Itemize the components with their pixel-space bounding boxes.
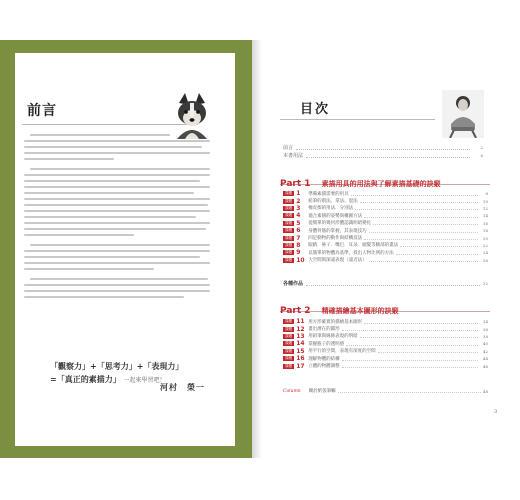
leader-dots xyxy=(351,192,478,196)
chapter-page: 12 xyxy=(482,205,488,211)
chapter-badge: 課題 xyxy=(285,198,293,203)
chapter-number: 15 xyxy=(296,347,305,355)
chapter-number: 6 xyxy=(296,227,301,235)
toc-entry[interactable]: 前言 2 xyxy=(283,144,483,151)
chapter-title: 用鉛筆與線條表現的明暗 xyxy=(308,334,358,340)
chapter-page: 10 xyxy=(482,198,488,204)
chapter-page: 16 xyxy=(482,220,488,226)
chapter-number: 2 xyxy=(296,197,301,205)
chapter-number: 12 xyxy=(296,325,305,333)
column-entry[interactable]: Column 關於紙張筆觸 48 xyxy=(283,388,488,394)
leader-dots xyxy=(369,229,478,233)
chapter-number: 9 xyxy=(296,249,301,257)
chapter-badge: 課題 xyxy=(285,257,293,262)
leader-dots xyxy=(400,243,478,247)
chapter-title: 用方形確實的描繪基本圖形 xyxy=(308,319,363,325)
leader-dots xyxy=(355,206,478,210)
chapter-page: 26 xyxy=(482,257,488,263)
chapter-title: 四足動物的動作與結構技法 xyxy=(308,236,363,242)
toc-chapter-entry[interactable] xyxy=(283,333,488,340)
toc-chapter-entry[interactable] xyxy=(283,348,488,355)
chapter-number: 4 xyxy=(296,212,301,220)
chapter-title: 理解物體的結構 xyxy=(308,356,340,362)
chapter-number: 14 xyxy=(296,340,305,348)
chapter-page: 44 xyxy=(482,356,488,362)
toc-chapter-entry[interactable] xyxy=(283,242,488,249)
toc-chapter-entry[interactable] xyxy=(283,190,488,197)
chapter-title: 眼睛．鼻子．嘴巴．耳朵．頭髮等臉部的畫法 xyxy=(308,243,399,249)
chapter-title: 從簡單的幾何形體認識明暗變化 xyxy=(308,221,372,227)
chapter-page: 14 xyxy=(482,213,488,219)
chapter-number: 11 xyxy=(296,318,305,326)
chapter-page: 46 xyxy=(482,363,488,369)
toc-chapter-entry[interactable] xyxy=(283,362,488,369)
leader-dots xyxy=(364,214,478,218)
leader-dots xyxy=(346,342,478,346)
chapter-badge: 課題 xyxy=(285,341,293,346)
chapter-number: 1 xyxy=(296,190,301,198)
chapter-title: 準備素描需要的用具 xyxy=(308,191,349,197)
part1-heading: Part 1 素描用具的用法與了解素描基礎的訣竅 xyxy=(280,171,490,185)
toc-chapter-entry[interactable] xyxy=(283,355,488,362)
chapter-badge: 課題 xyxy=(285,191,293,196)
chapter-number: 3 xyxy=(296,204,301,212)
part1-chapter-list xyxy=(283,190,488,264)
toc-title-rule xyxy=(280,119,435,120)
leader-dots xyxy=(396,251,478,255)
leader-dots xyxy=(342,327,478,331)
toc-chapter-entry[interactable] xyxy=(283,257,488,264)
page-number: 3 xyxy=(494,409,498,415)
chapter-badge: 課題 xyxy=(285,220,293,225)
chapter-title: 大空間與深遠表現（遠近法） xyxy=(308,258,367,264)
toc-chapter-entry[interactable] xyxy=(283,340,488,347)
toc-chapter-entry[interactable] xyxy=(283,249,488,256)
chapter-badge: 課題 xyxy=(285,235,293,240)
leader-dots xyxy=(342,364,478,368)
toc-chapter-entry[interactable] xyxy=(283,318,488,325)
toc-chapter-entry[interactable] xyxy=(283,227,488,234)
leader-dots xyxy=(378,349,478,353)
chapter-page: 36 xyxy=(482,326,488,332)
chapter-title: 掌握瓶子的透明感 xyxy=(308,341,345,347)
page-gutter xyxy=(252,40,262,458)
chapter-title: 畫出潛在的圓形 xyxy=(308,327,340,333)
chapter-title: 橡皮擦的用法．分別法 xyxy=(308,206,354,212)
quote-line-1: 「觀察力」+「思考力」+「表現力」 xyxy=(50,361,184,371)
leader-dots xyxy=(373,221,478,225)
chapter-badge: 課題 xyxy=(285,319,293,324)
preface-body-text xyxy=(24,134,212,302)
chapter-badge: 課題 xyxy=(285,326,293,331)
leader-dots xyxy=(364,320,478,324)
chapter-title: 適合素描的姿勢與構圖方法 xyxy=(308,213,363,219)
chapter-title: 立體的物體調整 xyxy=(308,364,340,370)
chapter-badge: 課題 xyxy=(285,363,293,368)
chapter-page: 8 xyxy=(485,191,488,197)
quote-tail: 一起來學習吧！ xyxy=(123,377,166,384)
chapter-number: 8 xyxy=(296,241,301,249)
quote-line-2: =「真正的素描力」 xyxy=(50,374,121,384)
leader-dots xyxy=(360,334,478,338)
chapter-badge: 課題 xyxy=(285,242,293,247)
leader-dots xyxy=(364,236,478,240)
toc-chapter-entry[interactable] xyxy=(283,234,488,241)
chapter-badge: 課題 xyxy=(285,213,293,218)
chapter-number: 10 xyxy=(296,256,305,264)
author-signature: 河村 榮一 xyxy=(160,382,205,392)
toc-title: 目次 xyxy=(300,102,331,117)
leader-dots xyxy=(369,258,478,262)
preface-title: 前言 xyxy=(27,103,57,119)
chapter-badge: 課題 xyxy=(285,228,293,233)
chapter-page: 20 xyxy=(482,235,488,241)
chapter-page: 38 xyxy=(482,333,488,339)
chapter-page: 22 xyxy=(482,242,488,248)
chapter-number: 7 xyxy=(296,234,301,242)
chapter-badge: 課題 xyxy=(285,356,293,361)
chapter-number: 13 xyxy=(296,332,305,340)
toc-chapter-entry[interactable] xyxy=(283,325,488,332)
toc-chapter-entry[interactable] xyxy=(283,212,488,219)
chapter-badge: 課題 xyxy=(285,205,293,210)
part2-chapter-list xyxy=(283,318,488,370)
toc-chapter-entry[interactable] xyxy=(283,197,488,204)
toc-chapter-entry[interactable] xyxy=(283,220,488,227)
chapter-title: 身體骨骼的掌握，其表現技巧 xyxy=(308,228,367,234)
toc-front-matter xyxy=(283,143,483,159)
chapter-title: 以簡單的物體為基準，找出人物比例的方法 xyxy=(308,250,394,256)
gallery-entry[interactable]: 各種作品 32 xyxy=(283,281,488,287)
chapter-title: 用平行的空間，表現有深度的空間 xyxy=(308,349,376,355)
leader-dots xyxy=(342,357,478,361)
chapter-page: 18 xyxy=(482,228,488,234)
leader-dots xyxy=(360,199,478,203)
chapter-page: 40 xyxy=(482,341,488,347)
chapter-number: 16 xyxy=(296,355,305,363)
toc-chapter-entry[interactable] xyxy=(283,205,488,212)
chapter-badge: 課題 xyxy=(285,348,293,353)
part2-heading: Part 2 精確描繪基本圖形的訣竅 xyxy=(280,298,490,312)
chapter-page: 34 xyxy=(482,319,488,325)
chapter-number: 5 xyxy=(296,219,301,227)
chapter-number: 17 xyxy=(296,362,305,370)
toc-entry[interactable]: 本書用法 6 xyxy=(283,152,483,159)
chapter-title: 鉛筆的削法、拿法、混法 xyxy=(308,199,358,205)
author-portrait xyxy=(442,90,484,138)
chapter-page: 42 xyxy=(482,348,488,354)
chapter-badge: 課題 xyxy=(285,250,293,255)
chapter-badge: 課題 xyxy=(285,333,293,338)
chapter-page: 24 xyxy=(482,250,488,256)
